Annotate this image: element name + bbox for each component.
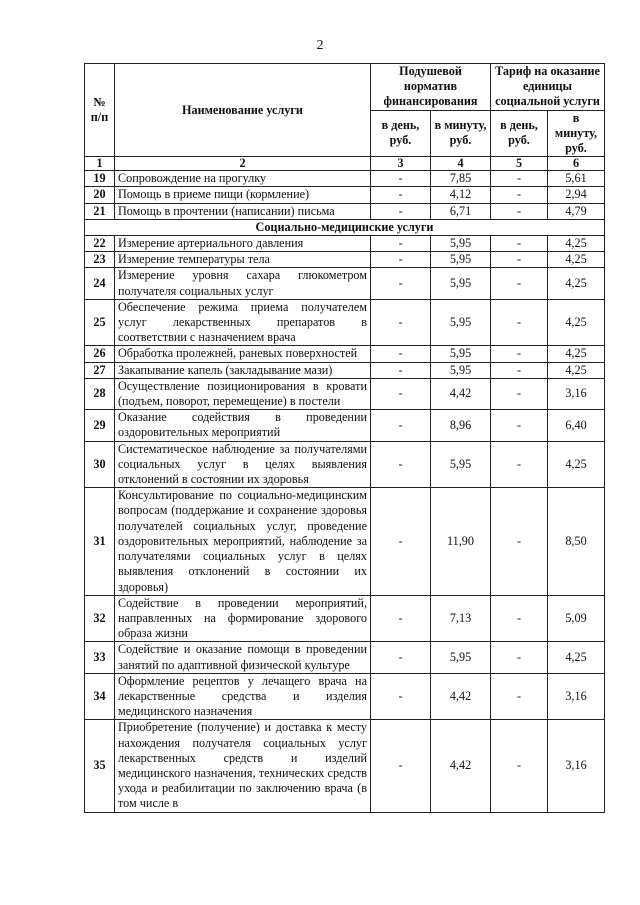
row-number: 21 (85, 203, 115, 219)
service-name: Закапывание капель (закладывание мази) (115, 362, 371, 378)
tariff-per-day: - (491, 642, 548, 673)
header-norm-per-day: в день, руб. (371, 110, 431, 157)
norm-per-day: - (371, 203, 431, 219)
tariff-per-day: - (491, 673, 548, 720)
header-tariff-per-day: в день, руб. (491, 110, 548, 157)
tariff-per-day: - (491, 252, 548, 268)
table-row (85, 187, 605, 203)
norm-per-day: - (371, 299, 431, 346)
service-name: Оформление рецептов у лечащего врача на лекарственные средства и изделия медицинского назначения (115, 673, 371, 720)
row-number: 28 (85, 378, 115, 409)
tariff-per-day: - (491, 299, 548, 346)
norm-per-minute: 5,95 (431, 268, 491, 299)
tariff-per-minute: 4,25 (548, 268, 605, 299)
header-norm: Подушевой норматив финансирования (371, 64, 491, 111)
tariff-per-minute: 3,16 (548, 378, 605, 409)
table-row (85, 236, 605, 252)
service-name: Измерение уровня сахара глюкометром получателя социальных услуг (115, 268, 371, 299)
tariff-per-day: - (491, 488, 548, 595)
norm-per-day: - (371, 236, 431, 252)
tariff-per-minute: 5,61 (548, 171, 605, 187)
table-row (85, 299, 605, 346)
norm-per-minute: 5,95 (431, 236, 491, 252)
table-row (85, 720, 605, 812)
service-name: Помощь в приеме пищи (кормление) (115, 187, 371, 203)
norm-per-minute: 8,96 (431, 410, 491, 441)
row-number: 19 (85, 171, 115, 187)
norm-per-day: - (371, 642, 431, 673)
norm-per-day: - (371, 410, 431, 441)
norm-per-minute: 5,95 (431, 299, 491, 346)
service-name: Обработка пролежней, раневых поверхностей (115, 346, 371, 362)
service-name: Приобретение (получение) и доставка к месту нахождения получателя социальных услуг лекарственных средств и изделий медицинского назначения, технических средств ухода и реабилитации по заключению врача (в том числе в (115, 720, 371, 812)
norm-per-minute: 4,42 (431, 720, 491, 812)
service-name: Консультирование по социально-медицинским вопросам (поддержание и сохранение здоровья получателей социальных услуг, проведение оздоровительных мероприятий, наблюдение за получателями социальных услуг в целях выявления отклонений в состоянии их здоровья) (115, 488, 371, 595)
tariff-per-minute: 6,40 (548, 410, 605, 441)
section-header-body (85, 219, 605, 235)
table-row (85, 595, 605, 642)
table-row (85, 378, 605, 409)
service-name: Помощь в прочтении (написании) письма (115, 203, 371, 219)
row-number: 27 (85, 362, 115, 378)
tariff-per-day: - (491, 441, 548, 488)
norm-per-minute: 5,95 (431, 346, 491, 362)
table-row (85, 362, 605, 378)
norm-per-day: - (371, 720, 431, 812)
table-row (85, 488, 605, 595)
row-number: 31 (85, 488, 115, 595)
row-number: 22 (85, 236, 115, 252)
norm-per-minute: 5,95 (431, 362, 491, 378)
row-number: 33 (85, 642, 115, 673)
section-title: Социально-медицинские услуги (85, 219, 605, 235)
column-index: 1 (85, 157, 115, 171)
tariff-per-day: - (491, 203, 548, 219)
column-index-row (85, 157, 605, 171)
header-norm-per-minute: в минуту, руб. (431, 110, 491, 157)
tariff-per-minute: 4,25 (548, 299, 605, 346)
norm-per-day: - (371, 378, 431, 409)
tariff-per-day: - (491, 362, 548, 378)
table-row (85, 410, 605, 441)
norm-per-day: - (371, 595, 431, 642)
norm-per-day: - (371, 187, 431, 203)
norm-per-day: - (371, 171, 431, 187)
tariff-per-day: - (491, 171, 548, 187)
norm-per-minute: 4,42 (431, 378, 491, 409)
norm-per-minute: 5,95 (431, 252, 491, 268)
tariff-per-minute: 5,09 (548, 595, 605, 642)
header-num: № п/п (85, 64, 115, 157)
tariff-per-day: - (491, 720, 548, 812)
page-number: 2 (316, 38, 324, 53)
row-number: 26 (85, 346, 115, 362)
tariff-per-minute: 4,25 (548, 346, 605, 362)
norm-per-minute: 11,90 (431, 488, 491, 595)
tariff-per-day: - (491, 268, 548, 299)
tariff-per-day: - (491, 410, 548, 441)
norm-per-minute: 6,71 (431, 203, 491, 219)
row-number: 25 (85, 299, 115, 346)
norm-per-minute: 7,13 (431, 595, 491, 642)
tariff-per-minute: 2,94 (548, 187, 605, 203)
header-tariff-per-minute: в минуту, руб. (548, 110, 605, 157)
service-name: Обеспечение режима приема получателем услуг лекарственных препаратов в соответствии с назначением врача (115, 299, 371, 346)
table-row (85, 171, 605, 187)
header-tariff: Тариф на оказание единицы социальной услуги (491, 64, 605, 111)
column-index: 5 (491, 157, 548, 171)
tariff-per-day: - (491, 346, 548, 362)
table-row (85, 252, 605, 268)
service-name: Сопровождение на прогулку (115, 171, 371, 187)
table-row (85, 441, 605, 488)
norm-per-minute: 5,95 (431, 642, 491, 673)
norm-per-day: - (371, 362, 431, 378)
tariff-per-day: - (491, 378, 548, 409)
tariff-per-minute: 4,25 (548, 236, 605, 252)
row-number: 23 (85, 252, 115, 268)
tariff-per-minute: 4,25 (548, 362, 605, 378)
row-number: 35 (85, 720, 115, 812)
row-number: 32 (85, 595, 115, 642)
service-name: Содействие в проведении мероприятий, направленных на формирование здорового образа жизни (115, 595, 371, 642)
row-number: 24 (85, 268, 115, 299)
row-number: 29 (85, 410, 115, 441)
tariff-per-minute: 4,25 (548, 441, 605, 488)
tariff-per-day: - (491, 595, 548, 642)
rows-top (85, 171, 605, 220)
service-name: Измерение артериального давления (115, 236, 371, 252)
column-index: 6 (548, 157, 605, 171)
norm-per-day: - (371, 346, 431, 362)
service-name: Измерение температуры тела (115, 252, 371, 268)
norm-per-day: - (371, 441, 431, 488)
norm-per-minute: 5,95 (431, 441, 491, 488)
norm-per-day: - (371, 488, 431, 595)
service-name: Оказание содействия в проведении оздоровительных мероприятий (115, 410, 371, 441)
section-header-row (85, 219, 605, 235)
norm-per-day: - (371, 252, 431, 268)
rows-medical (85, 236, 605, 813)
table-row (85, 346, 605, 362)
table-row (85, 268, 605, 299)
tariff-per-minute: 3,16 (548, 673, 605, 720)
row-number: 34 (85, 673, 115, 720)
tariff-per-minute: 8,50 (548, 488, 605, 595)
norm-per-minute: 4,12 (431, 187, 491, 203)
norm-per-day: - (371, 268, 431, 299)
row-number: 20 (85, 187, 115, 203)
tariff-per-minute: 4,25 (548, 252, 605, 268)
tariff-per-minute: 4,25 (548, 642, 605, 673)
tariff-per-minute: 4,79 (548, 203, 605, 219)
tariff-table (84, 63, 605, 813)
column-index: 3 (371, 157, 431, 171)
table-row (85, 203, 605, 219)
tariff-per-day: - (491, 236, 548, 252)
tariff-per-day: - (491, 187, 548, 203)
column-index: 2 (115, 157, 371, 171)
column-index: 4 (431, 157, 491, 171)
table-row (85, 642, 605, 673)
service-name: Систематическое наблюдение за получателями социальных услуг в целях выявления отклонений в состоянии их здоровья (115, 441, 371, 488)
header-name: Наименование услуги (115, 64, 371, 157)
service-name: Содействие и оказание помощи в проведении занятий по адаптивной физической культуре (115, 642, 371, 673)
table-row (85, 673, 605, 720)
norm-per-minute: 4,42 (431, 673, 491, 720)
service-name: Осуществление позиционирования в кровати (подъем, поворот, перемещение) в постели (115, 378, 371, 409)
norm-per-minute: 7,85 (431, 171, 491, 187)
tariff-per-minute: 3,16 (548, 720, 605, 812)
row-number: 30 (85, 441, 115, 488)
norm-per-day: - (371, 673, 431, 720)
